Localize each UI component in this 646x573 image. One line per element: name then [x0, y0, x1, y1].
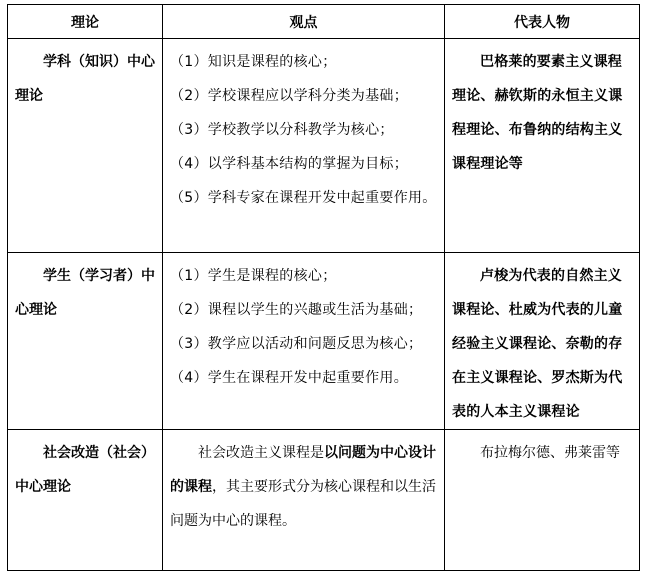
view-item: （3）教学应以活动和问题反思为核心； [170, 336, 423, 352]
header-representatives: 代表人物 [445, 5, 640, 39]
theory-name: 社会改造（社会）中心理论 [15, 445, 155, 495]
theory-name: 学科（知识）中心理论 [15, 54, 155, 104]
theory-cell [8, 39, 163, 253]
representatives-text: 布拉梅尔德、弗莱雷等 [480, 445, 620, 461]
view-item: （2）学校课程应以学科分类为基础； [170, 88, 409, 104]
view-item: （4）学生在课程开发中起重要作用。 [170, 370, 409, 386]
views-paragraph [163, 430, 444, 538]
views-list [163, 39, 444, 215]
header-views: 观点 [163, 5, 445, 39]
views-cell [163, 253, 445, 430]
table-row-subject-centered [8, 39, 640, 253]
view-item: （5）学科专家在课程开发中起重要作用。 [170, 190, 437, 206]
representatives-text: 卢梭为代表的自然主义课程论、杜威为代表的儿童经验主义课程论、奈勒的存在主义课程论、罗杰斯为代表的人本主义课程论 [452, 268, 623, 420]
views-cell [163, 430, 445, 571]
views-list [163, 253, 444, 395]
table-header-row [8, 5, 640, 39]
view-item: （3）学校教学以分科教学为核心； [170, 122, 394, 138]
representatives-cell [445, 39, 640, 253]
view-text-pre: 社会改造主义课程是 [198, 445, 324, 461]
representatives-cell [445, 430, 640, 571]
curriculum-theory-table [7, 4, 640, 571]
table-row-learner-centered [8, 253, 640, 430]
representatives-text: 巴格莱的要素主义课程理论、赫钦斯的永恒主义课程理论、布鲁纳的结构主义课程理论等 [452, 54, 623, 172]
view-text-post: ，其主要形式分为核心课程和以生活问题为中心的课程。 [170, 479, 436, 529]
view-text-emphasis: 以问题为中心设计的课程 [170, 445, 436, 495]
view-item: （1）知识是课程的核心； [170, 54, 337, 70]
view-item: （2）课程以学生的兴趣或生活为基础； [170, 302, 423, 318]
view-item: （1）学生是课程的核心； [170, 268, 337, 284]
representatives-cell [445, 253, 640, 430]
theory-cell [8, 253, 163, 430]
theory-cell [8, 430, 163, 571]
view-item: （4）以学科基本结构的掌握为目标； [170, 156, 409, 172]
theory-name: 学生（学习者）中心理论 [15, 268, 155, 318]
table-row-society-centered [8, 430, 640, 571]
header-theory: 理论 [8, 5, 163, 39]
views-cell [163, 39, 445, 253]
